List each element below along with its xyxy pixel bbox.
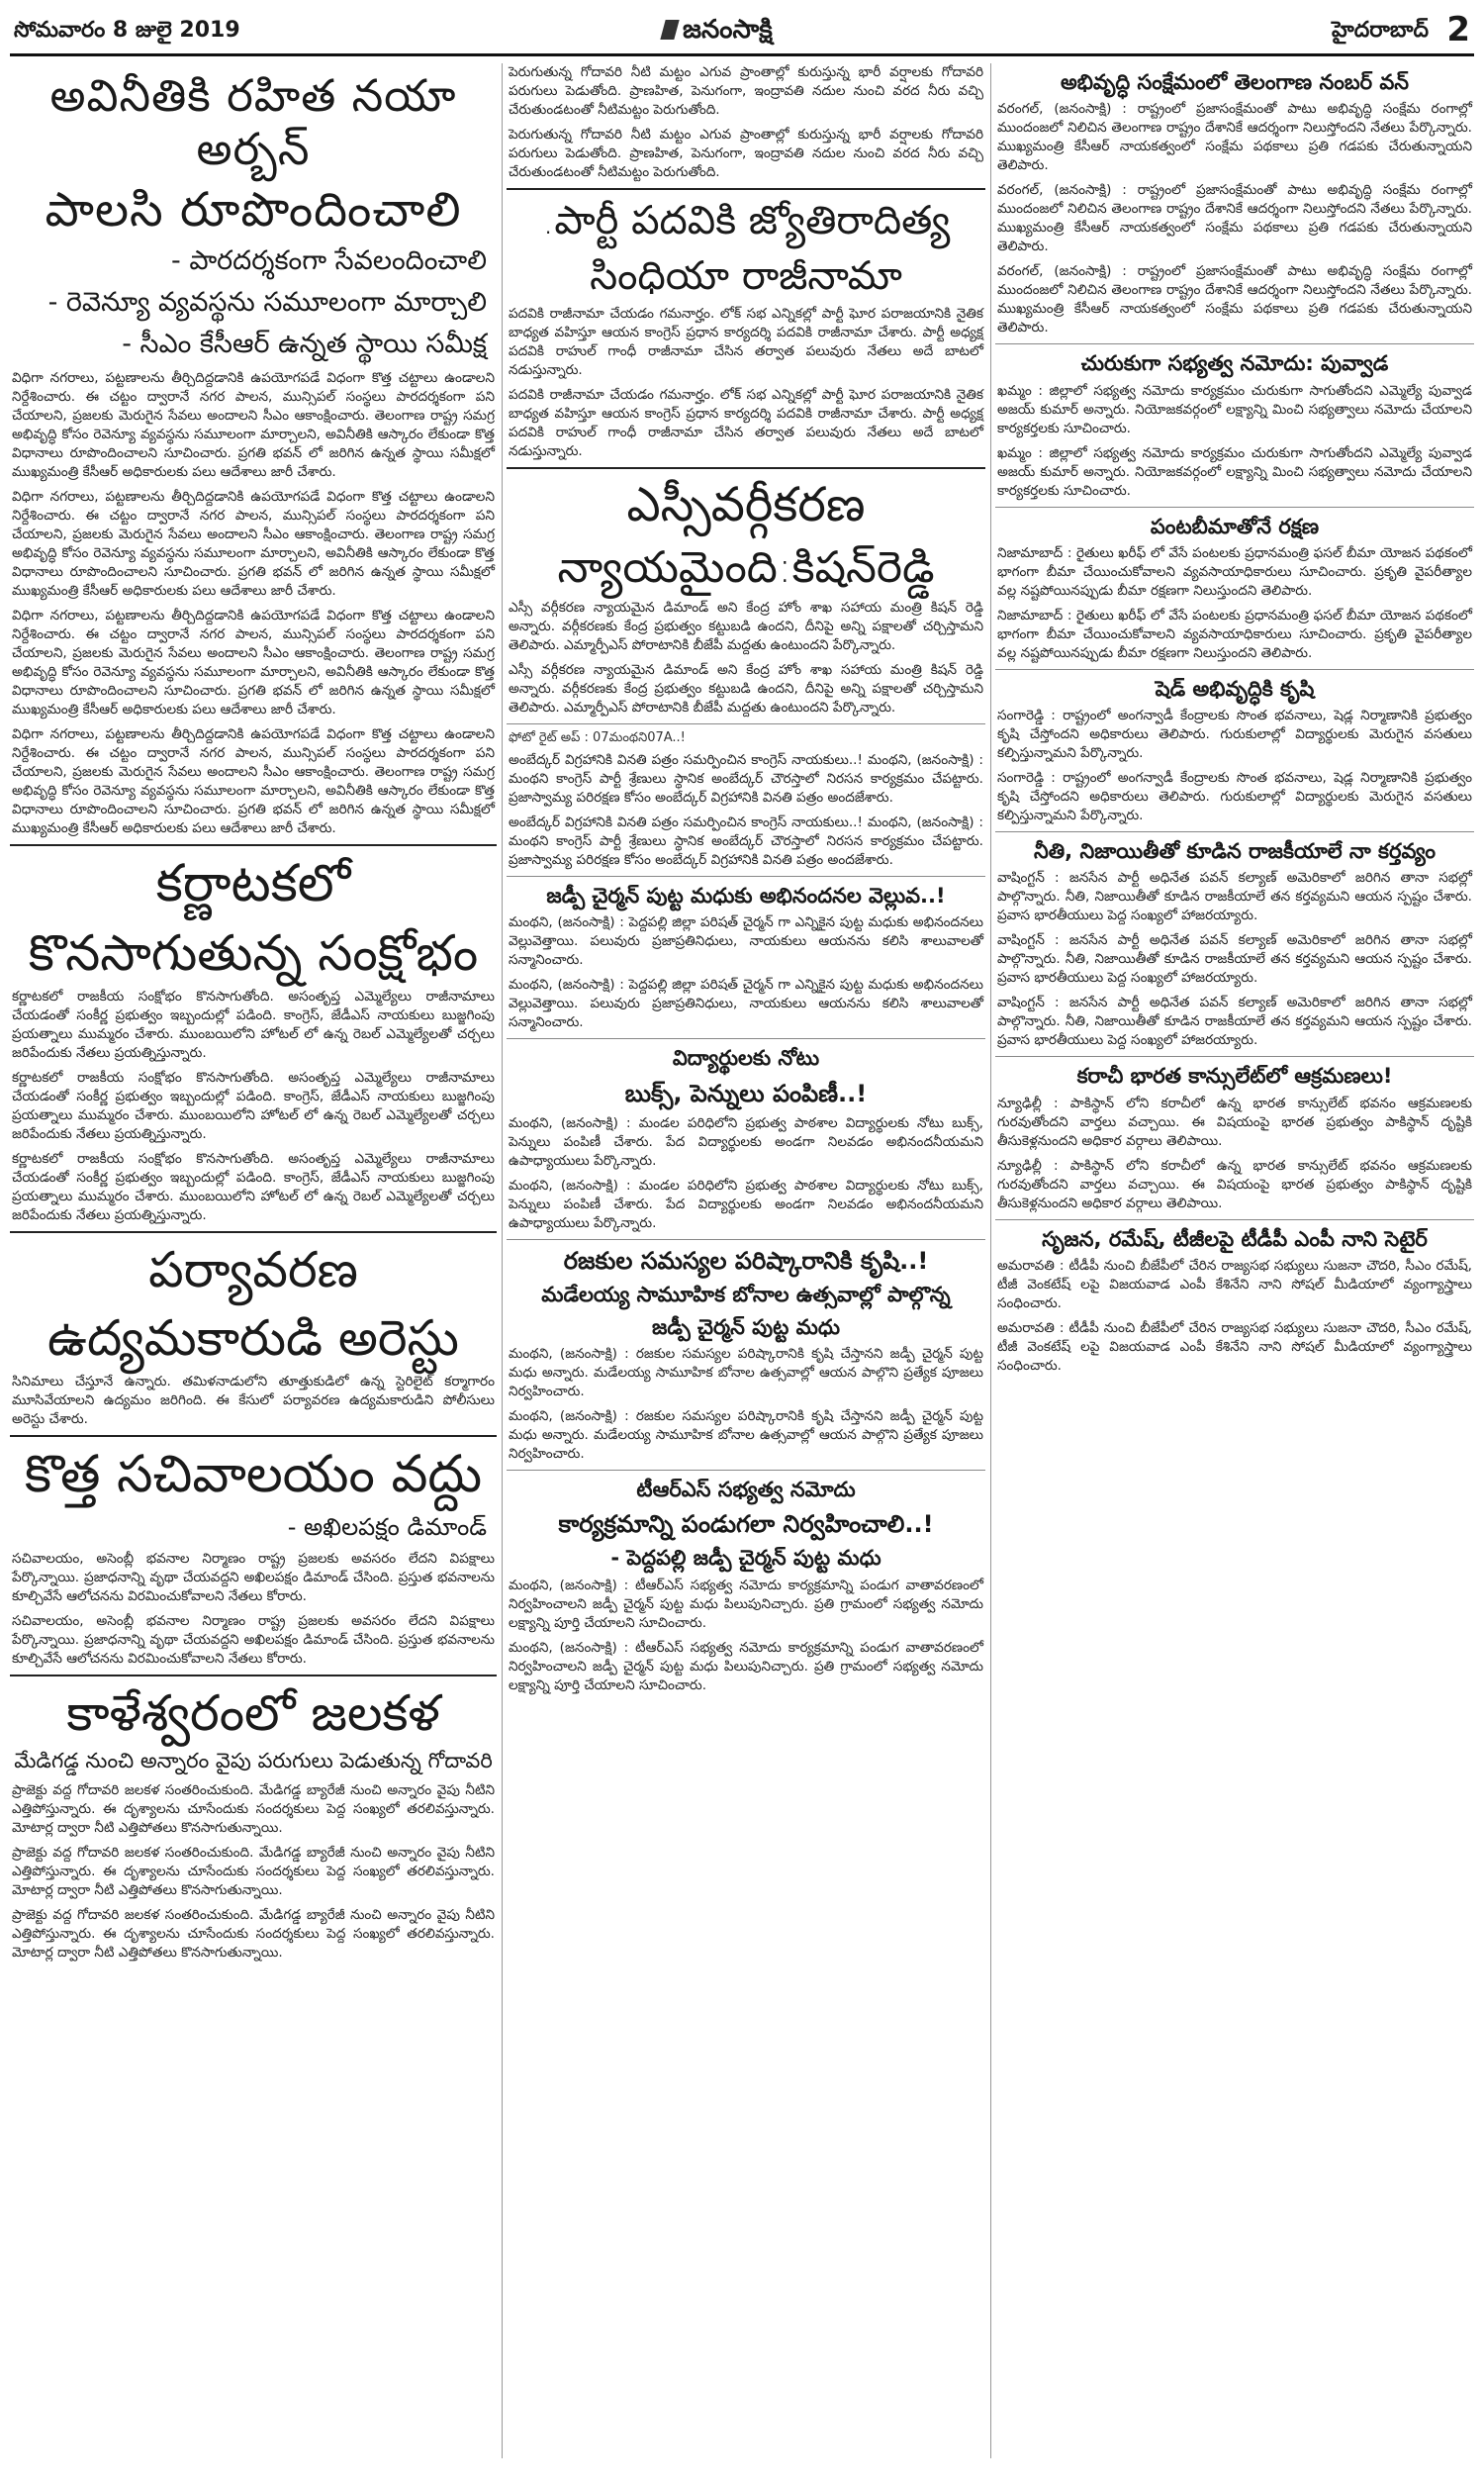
headline: కర్ణాటకలో xyxy=(155,853,351,913)
headline: సింధియా రాజీనామా xyxy=(590,253,902,299)
subheadline: - అఖిలపక్షం డిమాండ్ xyxy=(287,1513,487,1542)
article-body: అంబేద్కర్ విగ్రహానికి వినతి పత్రం సమర్పించిన కాంగ్రెస్ నాయకులు..! మంథని, (జనంసాక్షి) : మంథని కాంగ్రెస్ పార్టీ శ్రేణులు స్థానిక అంబేద్కర్ చౌరస్తాలో నిరసన కార్యక్రమం చేపట్టారు. ప్రజాస్వామ్య పరిరక్షణ కోసం అంబేద్కర్ విగ్రహానికి వినతి పత్రం అందజేశారు. xyxy=(509,752,983,806)
article-karachi xyxy=(995,1063,1474,1212)
divider xyxy=(507,1470,985,1471)
article-shed xyxy=(995,676,1474,825)
article-sc-classification xyxy=(507,475,985,718)
headline: విద్యార్థులకు నోటు xyxy=(672,1046,820,1071)
headline: న్యాయమైంది:కిషన్‌రెడ్డి xyxy=(557,542,935,593)
article-body: కర్ణాటకలో రాజకీయ సంక్షోభం కొనసాగుతోంది. అసంతృప్త ఎమ్మెల్యేలు రాజీనామాలు చేయడంతో సంకీర్ణ ప్రభుత్వం ఇబ్బందుల్లో పడింది. కాంగ్రెస్, జేడీఎస్ నాయకులు బుజ్జగింపు ప్రయత్నాలు ముమ్మరం చేశారు. ముంబయిలోని హోటల్ లో ఉన్న రెబల్ ఎమ్మెల్యేలతో చర్చలు జరిపేందుకు నేతలు ప్రయత్నిస్తున్నారు. xyxy=(12,1151,495,1224)
brand-title xyxy=(663,15,773,50)
divider xyxy=(507,723,985,724)
headline: చురుకుగా సభ్యత్వ నమోదు: పువ్వాడ xyxy=(1080,351,1389,376)
article-body: ప్రాజెక్టు వద్ద గోదావరి జలకళ సంతరించుకుంది. మేడిగడ్డ బ్యారేజీ నుంచి అన్నారం వైపు నీటిని ఎత్తిపోస్తున్నారు. ఈ దృశ్యాలను చూసేందుకు సందర్శకులు పెద్ద సంఖ్యలో తరలివస్తున్నారు. మోటార్ల ద్వారా నీటి ఎత్తిపోతలు కొనసాగుతున్నాయి. xyxy=(12,1906,495,1961)
headline: పాలసి రూపొందించాలి xyxy=(45,182,462,238)
subheadline: - పెద్దపల్లి జడ్పీ చైర్మన్ పుట్ట మధు xyxy=(610,1546,881,1571)
page-number: 2 xyxy=(1446,10,1470,49)
article-kaleshwaram xyxy=(10,1682,497,1962)
article-body: నిజామాబాద్ : రైతులు ఖరీఫ్ లో వేసే పంటలకు ప్రధానమంత్రి ఫసల్ బీమా యోజన పథకంలో భాగంగా బీమా చేయించుకోవాలని వ్యవసాయాధికారులు సూచించారు. ప్రకృతి వైపరీత్యాల వల్ల నష్టపోయినప్పుడు బీమా రక్షణగా నిలుస్తుందని తెలిపారు. xyxy=(997,607,1472,661)
article-body: విధిగా నగరాలు, పట్టణాలను తీర్చిదిద్దడానికి ఉపయోగపడే విధంగా కొత్త చట్టాలు ఉండాలని నిర్దేశించారు. ఈ చట్టం ద్వారానే నగర పాలన, మున్సిపల్ సంస్థలు పారదర్శకంగా పని చేయాలని, ప్రజలకు మెరుగైన సేవలు అందాలని సీఎం ఆకాంక్షించారు. తెలంగాణ రాష్ట్ర సమగ్ర అభివృద్ధి కోసం రెవెన్యూ వ్యవస్థను సమూలంగా మార్చాలని, అవినీతికి ఆస్కారం లేకుండా కొత్త విధానాలు రూపొందించాలని సూచించారు. ప్రగతి భవన్ లో జరిగిన ఉన్నత స్థాయి సమీక్షలో ముఖ్యమంత్రి కేసీఆర్ అధికారులకు పలు ఆదేశాలు జారీ చేశారు. xyxy=(12,369,495,480)
subheadline: - పారదర్శకంగా సేవలందించాలి xyxy=(171,244,487,276)
article-body: అమరావతి : టీడీపీ నుంచి బీజేపీలో చేరిన రాజ్యసభ సభ్యులు సుజనా చౌదరి, సీఎం రమేష్, టీజీ వెంకటేష్ లపై విజయవాడ ఎంపీ కేశినేని నాని సోషల్ మీడియాలో వ్యంగ్యాస్త్రాలు సంధించారు. xyxy=(997,1320,1472,1375)
article-body: న్యూఢిల్లీ : పాకిస్థాన్ లోని కరాచీలో ఉన్న భారత కాన్సులేట్ భవనం ఆక్రమణలకు గురవుతోందని వార్తలు వచ్చాయి. ఈ విషయంపై భారత ప్రభుత్వం పాకిస్థాన్ దృష్టికి తీసుకెళ్లనుందని అధికార వర్గాలు తెలిపాయి. xyxy=(997,1095,1472,1149)
divider xyxy=(507,1038,985,1039)
headline: కరాచీ భారత కాన్సులేట్‌లో ఆక్రమణలు! xyxy=(1076,1064,1393,1089)
article-body: న్యూఢిల్లీ : పాకిస్థాన్ లోని కరాచీలో ఉన్న భారత కాన్సులేట్ భవనం ఆక్రమణలకు గురవుతోందని వార్తలు వచ్చాయి. ఈ విషయంపై భారత ప్రభుత్వం పాకిస్థాన్ దృష్టికి తీసుకెళ్లనుందని అధికార వర్గాలు తెలిపాయి. xyxy=(997,1157,1472,1211)
brand-name: జనంసాక్షి xyxy=(683,15,773,45)
column-divider xyxy=(502,63,503,2458)
divider xyxy=(10,1231,497,1233)
divider xyxy=(10,1675,497,1676)
divider xyxy=(507,467,985,469)
article-ambedkar xyxy=(507,729,985,870)
article-body: మంథని, (జనంసాక్షి) : టీఆర్ఎస్ సభ్యత్వ నమోదు కార్యక్రమాన్ని పండుగ వాతావరణంలో నిర్వహించాలని జడ్పీ చైర్మన్ పుట్ట మధు పిలుపునిచ్చారు. ప్రతి గ్రామంలో సభ్యత్వ నమోదు లక్ష్యాన్ని పూర్తి చేయాలని సూచించారు. xyxy=(509,1639,983,1693)
article-body: సచివాలయం, అసెంబ్లీ భవనాల నిర్మాణం రాష్ట్ర ప్రజలకు అవసరం లేదని విపక్షాలు పేర్కొన్నాయి. ప్రజాధనాన్ని వృథా చేయవద్దని అఖిలపక్షం డిమాండ్ చేసింది. ప్రస్తుత భవనాలను కూల్చివేసే ఆలోచనను విరమించుకోవాలని నేతలు కోరారు. xyxy=(12,1550,495,1604)
headline: రజకుల సమస్యల పరిష్కారానికి కృషి..! xyxy=(563,1246,929,1275)
article-karnataka xyxy=(10,852,497,1226)
headline: .పార్టీ పదవికి జ్యోతిరాదిత్య xyxy=(541,198,951,243)
issue-date: సోమవారం 8 జులై 2019 xyxy=(14,18,240,43)
article-body: మంథని, (జనంసాక్షి) : పెద్దపల్లి జిల్లా పరిషత్ చైర్మన్ గా ఎన్నికైన పుట్ట మధుకు అభినందనలు వెల్లువెత్తాయి. పలువురు ప్రజాప్రతినిధులు, నాయకులు ఆయనను కలిసి శాలువాలతో సన్మానించారు. xyxy=(509,914,983,969)
brand-logo-icon xyxy=(660,20,679,40)
article-body: మంథని, (జనంసాక్షి) : రజకుల సమస్యల పరిష్కారానికి కృషి చేస్తానని జడ్పీ చైర్మన్ పుట్ట మధు అన్నారు. మడేలయ్య సామూహిక బోనాల ఉత్సవాల్లో ఆయన పాల్గొని ప్రత్యేక పూజలు నిర్వహించారు. xyxy=(509,1408,983,1463)
article-urban-policy xyxy=(10,69,497,838)
masthead xyxy=(10,10,1474,56)
article-body: వరంగల్, (జనంసాక్షి) : రాష్ట్రంలో ప్రజాసంక్షేమంతో పాటు అభివృద్ధి సంక్షేమ రంగాల్లో ముందంజలో నిలిచిన తెలంగాణ రాష్ట్రం దేశానికే ఆదర్శంగా నిలుస్తోందని నేతలు పేర్కొన్నారు. ముఖ్యమంత్రి కేసీఆర్ నాయకత్వంలో సంక్షేమ పథకాలు ప్రతి గడపకు చేరుతున్నాయని తెలిపారు. xyxy=(997,101,1472,174)
subheadline: - రెవెన్యూ వ్యవస్థను సమూలంగా మార్చాలి xyxy=(47,287,487,319)
column-middle xyxy=(507,63,985,2458)
divider xyxy=(995,831,1474,832)
article-body: మంథని, (జనంసాక్షి) : మండల పరిధిలోని ప్రభుత్వ పాఠశాల విద్యార్థులకు నోటు బుక్స్, పెన్నులు పంపిణీ చేశారు. పేద విద్యార్థులకు అండగా నిలవడం అభినందనీయమని ఉపాధ్యాయులు పేర్కొన్నారు. xyxy=(509,1114,983,1169)
article-body: కర్ణాటకలో రాజకీయ సంక్షోభం కొనసాగుతోంది. అసంతృప్త ఎమ్మెల్యేలు రాజీనామాలు చేయడంతో సంకీర్ణ ప్రభుత్వం ఇబ్బందుల్లో పడింది. కాంగ్రెస్, జేడీఎస్ నాయకులు బుజ్జగింపు ప్రయత్నాలు ముమ్మరం చేశారు. ముంబయిలోని హోటల్ లో ఉన్న రెబల్ ఎమ్మెల్యేలతో చర్చలు జరిపేందుకు నేతలు ప్రయత్నిస్తున్నారు. xyxy=(12,1070,495,1143)
article-body: ఖమ్మం : జిల్లాలో సభ్యత్వ నమోదు కార్యక్రమం చురుకుగా సాగుతోందని ఎమ్మెల్యే పువ్వాడ అజయ్ కుమార్ అన్నారు. నియోజకవర్గంలో లక్ష్యాన్ని మించి సభ్యత్వాలు నమోదు చేయాలని కార్యకర్తలకు సూచించారు. xyxy=(997,444,1472,499)
headline: జడ్పీ చైర్మన్ పుట్ట మధుకు అభినందనల వెల్లువ..! xyxy=(546,884,946,908)
article-body: వరంగల్, (జనంసాక్షి) : రాష్ట్రంలో ప్రజాసంక్షేమంతో పాటు అభివృద్ధి సంక్షేమ రంగాల్లో ముందంజలో నిలిచిన తెలంగాణ రాష్ట్రం దేశానికే ఆదర్శంగా నిలుస్తోందని నేతలు పేర్కొన్నారు. ముఖ్యమంత్రి కేసీఆర్ నాయకత్వంలో సంక్షేమ పథకాలు ప్రతి గడపకు చేరుతున్నాయని తెలిపారు. xyxy=(997,263,1472,336)
headline: మడేలయ్య సామూహిక బోనాల ఉత్సవాల్లో పాల్గొన్న xyxy=(541,1282,951,1306)
article-body: సినిమాలు చేస్తూనే ఉన్నారు. తమిళనాడులోని తూత్తుకుడిలో ఉన్న స్టెరిలైట్ కర్మాగారం మూసివేయాలని ఉద్యమం జరిగింది. ఈ కేసులో పర్యావరణ ఉద్యమకారుడిని పోలీసులు అరెస్టు చేశారు. xyxy=(12,1374,495,1428)
headline: సృజన, రమేష్, టీజీలపై టీడీపీ ఎంపీ నాని సెటైర్ xyxy=(1042,1226,1428,1251)
headline: అభివృద్ధి సంక్షేమంలో తెలంగాణ నంబర్ వన్ xyxy=(1060,70,1410,94)
article-body: మంథని, (జనంసాక్షి) : రజకుల సమస్యల పరిష్కారానికి కృషి చేస్తానని జడ్పీ చైర్మన్ పుట్ట మధు అన్నారు. మడేలయ్య సామూహిక బోనాల ఉత్సవాల్లో ఆయన పాల్గొని ప్రత్యేక పూజలు నిర్వహించారు. xyxy=(509,1346,983,1400)
article-body: వాషింగ్టన్ : జనసేన పార్టీ అధినేత పవన్ కల్యాణ్ అమెరికాలో జరిగిన తానా సభల్లో పాల్గొన్నారు. నీతి, నిజాయితీతో కూడిన రాజకీయాలే తన కర్తవ్యమని ఆయన స్పష్టం చేశారు. ప్రవాస భారతీయులు పెద్ద సంఖ్యలో హాజరయ్యారు. xyxy=(997,870,1472,924)
headline: పర్యావరణ xyxy=(148,1241,358,1299)
headline: టీఆర్ఎస్ సభ్యత్వ నమోదు xyxy=(636,1478,856,1502)
article-zp-chairman xyxy=(507,883,985,1032)
article-crop-insurance xyxy=(995,514,1474,663)
headline: కాళేశ్వరంలో జలకళ xyxy=(66,1683,440,1742)
article-body: పదవికి రాజీనామా చేయడం గమనార్హం. లోక్ సభ ఎన్నికల్లో పార్టీ ఘోర పరాజయానికి నైతిక బాధ్యత వహిస్తూ ఆయన కాంగ్రెస్ ప్రధాన కార్యదర్శి పదవికి రాజీనామా చేశారు. పార్టీ అధ్యక్ష పదవికి రాహుల్ గాంధీ రాజీనామా చేసిన తర్వాత పలువురు నేతలు అదే బాటలో నడుస్తున్నారు. xyxy=(509,306,983,378)
headline: పంటబీమాతోనే రక్షణ xyxy=(1150,514,1320,538)
divider xyxy=(995,1056,1474,1057)
headline: కొత్త సచివాలయం వద్దు xyxy=(24,1445,483,1505)
article-body: ఎస్సీ వర్గీకరణ న్యాయమైన డిమాండ్ అని కేంద్ర హోం శాఖ సహాయ మంత్రి కిషన్ రెడ్డి అన్నారు. వర్గీకరణకు కేంద్ర ప్రభుత్వం కట్టుబడి ఉందని, దీనిపై అన్ని పక్షాలతో చర్చిస్తామని తెలిపారు. ఎమ్మార్పీఎస్ పోరాటానికి బీజేపీ మద్దతు ఉంటుందని పేర్కొన్నారు. xyxy=(509,662,983,716)
divider xyxy=(507,876,985,877)
article-body: ప్రాజెక్టు వద్ద గోదావరి జలకళ సంతరించుకుంది. మేడిగడ్డ బ్యారేజీ నుంచి అన్నారం వైపు నీటిని ఎత్తిపోస్తున్నారు. ఈ దృశ్యాలను చూసేందుకు సందర్శకులు పెద్ద సంఖ్యలో తరలివస్తున్నారు. మోటార్ల ద్వారా నీటి ఎత్తిపోతలు కొనసాగుతున్నాయి. xyxy=(12,1781,495,1836)
article-development xyxy=(995,69,1474,337)
headline: అవినీతికి రహిత నయా అర్బన్ xyxy=(49,69,457,175)
divider xyxy=(507,1239,985,1240)
headline: షెడ్ అభివృద్ధికి కృషి xyxy=(1155,676,1315,701)
article-body: వాషింగ్టన్ : జనసేన పార్టీ అధినేత పవన్ కల్యాణ్ అమెరికాలో జరిగిన తానా సభల్లో పాల్గొన్నారు. నీతి, నిజాయితీతో కూడిన రాజకీయాలే తన కర్తవ్యమని ఆయన స్పష్టం చేశారు. ప్రవాస భారతీయులు పెద్ద సంఖ్యలో హాజరయ్యారు. xyxy=(997,932,1472,987)
article-body: ఎస్సీ వర్గీకరణ న్యాయమైన డిమాండ్ అని కేంద్ర హోం శాఖ సహాయ మంత్రి కిషన్ రెడ్డి అన్నారు. వర్గీకరణకు కేంద్ర ప్రభుత్వం కట్టుబడి ఉందని, దీనిపై అన్ని పక్షాలతో చర్చిస్తామని తెలిపారు. ఎమ్మార్పీఎస్ పోరాటానికి బీజేపీ మద్దతు ఉంటుందని పేర్కొన్నారు. xyxy=(509,600,983,653)
divider xyxy=(995,343,1474,344)
article-body: మంథని, (జనంసాక్షి) : టీఆర్ఎస్ సభ్యత్వ నమోదు కార్యక్రమాన్ని పండుగ వాతావరణంలో నిర్వహించాలని జడ్పీ చైర్మన్ పుట్ట మధు పిలుపునిచ్చారు. ప్రతి గ్రామంలో సభ్యత్వ నమోదు లక్ష్యాన్ని పూర్తి చేయాలని సూచించారు. xyxy=(509,1577,983,1631)
headline: కార్యక్రమాన్ని పండుగలా నిర్వహించాలి..! xyxy=(558,1510,934,1539)
article-body: పెరుగుతున్న గోదావరి నీటి మట్టం ఎగువ ప్రాంతాల్లో కురుస్తున్న భారీ వర్షాలకు గోదావరి పరుగులు పెడుతోంది. ప్రాణహిత, పెనుగంగా, ఇంద్రావతి నదుల నుంచి వరద నీరు వచ్చి చేరుతుండటంతో నీటిమట్టం పెరుగుతోంది. xyxy=(509,64,983,118)
divider xyxy=(10,844,497,846)
article-body: ఖమ్మం : జిల్లాలో సభ్యత్వ నమోదు కార్యక్రమం చురుకుగా సాగుతోందని ఎమ్మెల్యే పువ్వాడ అజయ్ కుమార్ అన్నారు. నియోజకవర్గంలో లక్ష్యాన్ని మించి సభ్యత్వాలు నమోదు చేయాలని కార్యకర్తలకు సూచించారు. xyxy=(997,382,1472,436)
article-body: ప్రాజెక్టు వద్ద గోదావరి జలకళ సంతరించుకుంది. మేడిగడ్డ బ్యారేజీ నుంచి అన్నారం వైపు నీటిని ఎత్తిపోస్తున్నారు. ఈ దృశ్యాలను చూసేందుకు సందర్శకులు పెద్ద సంఖ్యలో తరలివస్తున్నారు. మోటార్ల ద్వారా నీటి ఎత్తిపోతలు కొనసాగుతున్నాయి. xyxy=(12,1844,495,1898)
subheadline: - సీఎం కేసీఆర్ ఉన్నత స్థాయి సమీక్ష xyxy=(122,329,487,360)
column-left xyxy=(10,63,497,2458)
article-body: వాషింగ్టన్ : జనసేన పార్టీ అధినేత పవన్ కల్యాణ్ అమెరికాలో జరిగిన తానా సభల్లో పాల్గొన్నారు. నీతి, నిజాయితీతో కూడిన రాజకీయాలే తన కర్తవ్యమని ఆయన స్పష్టం చేశారు. ప్రవాస భారతీయులు పెద్ద సంఖ్యలో హాజరయ్యారు. xyxy=(997,995,1472,1049)
article-body: పదవికి రాజీనామా చేయడం గమనార్హం. లోక్ సభ ఎన్నికల్లో పార్టీ ఘోర పరాజయానికి నైతిక బాధ్యత వహిస్తూ ఆయన కాంగ్రెస్ ప్రధాన కార్యదర్శి పదవికి రాజీనామా చేశారు. పార్టీ అధ్యక్ష పదవికి రాహుల్ గాంధీ రాజీనామా చేసిన తర్వాత పలువురు నేతలు అదే బాటలో నడుస్తున్నారు. xyxy=(509,387,983,459)
article-body: నిజామాబాద్ : రైతులు ఖరీఫ్ లో వేసే పంటలకు ప్రధానమంత్రి ఫసల్ బీమా యోజన పథకంలో భాగంగా బీమా చేయించుకోవాలని వ్యవసాయాధికారులు సూచించారు. ప్రకృతి వైపరీత్యాల వల్ల నష్టపోయినప్పుడు బీమా రక్షణగా నిలుస్తుందని తెలిపారు. xyxy=(997,544,1472,599)
article-body: కర్ణాటకలో రాజకీయ సంక్షోభం కొనసాగుతోంది. అసంతృప్త ఎమ్మెల్యేలు రాజీనామాలు చేయడంతో సంకీర్ణ ప్రభుత్వం ఇబ్బందుల్లో పడింది. కాంగ్రెస్, జేడీఎస్ నాయకులు బుజ్జగింపు ప్రయత్నాలు ముమ్మరం చేశారు. ముంబయిలోని హోటల్ లో ఉన్న రెబల్ ఎమ్మెల్యేలతో చర్చలు జరిపేందుకు నేతలు ప్రయత్నిస్తున్నారు. xyxy=(12,989,495,1062)
headline: ఉద్యమకారుడి అరెస్టు xyxy=(47,1308,459,1367)
divider xyxy=(507,188,985,190)
article-body: సంగారెడ్డి : రాష్ట్రంలో అంగన్వాడీ కేంద్రాలకు సొంత భవనాలు, షెడ్ల నిర్మాణానికి ప్రభుత్వం కృషి చేస్తోందని అధికారులు తెలిపారు. గురుకులాల్లో విద్యార్థులకు మెరుగైన వసతులు కల్పిస్తున్నామని పేర్కొన్నారు. xyxy=(997,708,1472,762)
article-body: అంబేద్కర్ విగ్రహానికి వినతి పత్రం సమర్పించిన కాంగ్రెస్ నాయకులు..! మంథని, (జనంసాక్షి) : మంథని కాంగ్రెస్ పార్టీ శ్రేణులు స్థానిక అంబేద్కర్ చౌరస్తాలో నిరసన కార్యక్రమం చేపట్టారు. ప్రజాస్వామ్య పరిరక్షణ కోసం అంబేద్కర్ విగ్రహానికి వినతి పత్రం అందజేశారు. xyxy=(509,814,983,868)
article-rajaka xyxy=(507,1246,985,1465)
article-secretariat xyxy=(10,1443,497,1668)
article-trs-membership xyxy=(507,1477,985,1695)
headline: నీతి, నిజాయితీతో కూడిన రాజకీయాలే నా కర్తవ్యం xyxy=(1034,839,1436,864)
divider xyxy=(995,507,1474,508)
headline: కొనసాగుతున్న సంక్షోభం xyxy=(28,923,479,982)
photo-caption: ఫోటో రైట్ అప్ : 07మంథని07A..! xyxy=(509,730,686,745)
subheadline: మేడిగడ్డ నుంచి అన్నారం వైపు పరుగులు పెడుతున్న గోదావరి xyxy=(14,1749,493,1773)
article-body: అమరావతి : టీడీపీ నుంచి బీజేపీలో చేరిన రాజ్యసభ సభ్యులు సుజనా చౌదరి, సీఎం రమేష్, టీజీ వెంకటేష్ లపై విజయవాడ ఎంపీ కేశినేని నాని సోషల్ మీడియాలో వ్యంగ్యాస్త్రాలు సంధించారు. xyxy=(997,1258,1472,1312)
edition-city: హైదరాబాద్ xyxy=(1332,18,1429,43)
article-puvvada xyxy=(995,350,1474,500)
subheadline: జడ్పీ చైర్మన్ పుట్ట మధు xyxy=(652,1314,840,1339)
article-body: విధిగా నగరాలు, పట్టణాలను తీర్చిదిద్దడానికి ఉపయోగపడే విధంగా కొత్త చట్టాలు ఉండాలని నిర్దేశించారు. ఈ చట్టం ద్వారానే నగర పాలన, మున్సిపల్ సంస్థలు పారదర్శకంగా పని చేయాలని, ప్రజలకు మెరుగైన సేవలు అందాలని సీఎం ఆకాంక్షించారు. తెలంగాణ రాష్ట్ర సమగ్ర అభివృద్ధి కోసం రెవెన్యూ వ్యవస్థను సమూలంగా మార్చాలని, అవినీతికి ఆస్కారం లేకుండా కొత్త విధానాలు రూపొందించాలని సూచించారు. ప్రగతి భవన్ లో జరిగిన ఉన్నత స్థాయి సమీక్షలో ముఖ్యమంత్రి కేసీఆర్ అధికారులకు పలు ఆదేశాలు జారీ చేశారు. xyxy=(12,488,495,599)
divider xyxy=(995,669,1474,670)
article-scindia xyxy=(507,196,985,461)
article-body: వరంగల్, (జనంసాక్షి) : రాష్ట్రంలో ప్రజాసంక్షేమంతో పాటు అభివృద్ధి సంక్షేమ రంగాల్లో ముందంజలో నిలిచిన తెలంగాణ రాష్ట్రం దేశానికే ఆదర్శంగా నిలుస్తోందని నేతలు పేర్కొన్నారు. ముఖ్యమంత్రి కేసీఆర్ నాయకత్వంలో సంక్షేమ పథకాలు ప్రతి గడపకు చేరుతున్నాయని తెలిపారు. xyxy=(997,182,1472,255)
article-body: మంథని, (జనంసాక్షి) : మండల పరిధిలోని ప్రభుత్వ పాఠశాల విద్యార్థులకు నోటు బుక్స్, పెన్నులు పంపిణీ చేశారు. పేద విద్యార్థులకు అండగా నిలవడం అభినందనీయమని ఉపాధ్యాయులు పేర్కొన్నారు. xyxy=(509,1177,983,1231)
article-body: పెరుగుతున్న గోదావరి నీటి మట్టం ఎగువ ప్రాంతాల్లో కురుస్తున్న భారీ వర్షాలకు గోదావరి పరుగులు పెడుతోంది. ప్రాణహిత, పెనుగంగా, ఇంద్రావతి నదుల నుంచి వరద నీరు వచ్చి చేరుతుండటంతో నీటిమట్టం పెరుగుతోంది. xyxy=(509,127,983,180)
article-body: సంగారెడ్డి : రాష్ట్రంలో అంగన్వాడీ కేంద్రాలకు సొంత భవనాలు, షెడ్ల నిర్మాణానికి ప్రభుత్వం కృషి చేస్తోందని అధికారులు తెలిపారు. గురుకులాల్లో విద్యార్థులకు మెరుగైన వసతులు కల్పిస్తున్నామని పేర్కొన్నారు. xyxy=(997,770,1472,824)
article-books xyxy=(507,1045,985,1232)
column-divider xyxy=(990,63,991,2458)
divider xyxy=(995,1219,1474,1220)
headline: ఎస్సీవర్గీకరణ xyxy=(626,477,866,532)
newspaper-page xyxy=(10,10,1474,2458)
article-body: విధిగా నగరాలు, పట్టణాలను తీర్చిదిద్దడానికి ఉపయోగపడే విధంగా కొత్త చట్టాలు ఉండాలని నిర్దేశించారు. ఈ చట్టం ద్వారానే నగర పాలన, మున్సిపల్ సంస్థలు పారదర్శకంగా పని చేయాలని, ప్రజలకు మెరుగైన సేవలు అందాలని సీఎం ఆకాంక్షించారు. తెలంగాణ రాష్ట్ర సమగ్ర అభివృద్ధి కోసం రెవెన్యూ వ్యవస్థను సమూలంగా మార్చాలని, అవినీతికి ఆస్కారం లేకుండా కొత్త విధానాలు రూపొందించాలని సూచించారు. ప్రగతి భవన్ లో జరిగిన ఉన్నత స్థాయి సమీక్షలో ముఖ్యమంత్రి కేసీఆర్ అధికారులకు పలు ఆదేశాలు జారీ చేశారు. xyxy=(12,725,495,836)
column-right xyxy=(995,63,1474,2458)
article-body: మంథని, (జనంసాక్షి) : పెద్దపల్లి జిల్లా పరిషత్ చైర్మన్ గా ఎన్నికైన పుట్ట మధుకు అభినందనలు వెల్లువెత్తాయి. పలువురు ప్రజాప్రతినిధులు, నాయకులు ఆయనను కలిసి శాలువాలతో సన్మానించారు. xyxy=(509,977,983,1031)
article-body: విధిగా నగరాలు, పట్టణాలను తీర్చిదిద్దడానికి ఉపయోగపడే విధంగా కొత్త చట్టాలు ఉండాలని నిర్దేశించారు. ఈ చట్టం ద్వారానే నగర పాలన, మున్సిపల్ సంస్థలు పారదర్శకంగా పని చేయాలని, ప్రజలకు మెరుగైన సేవలు అందాలని సీఎం ఆకాంక్షించారు. తెలంగాణ రాష్ట్ర సమగ్ర అభివృద్ధి కోసం రెవెన్యూ వ్యవస్థను సమూలంగా మార్చాలని, అవినీతికి ఆస్కారం లేకుండా కొత్త విధానాలు రూపొందించాలని సూచించారు. ప్రగతి భవన్ లో జరిగిన ఉన్నత స్థాయి సమీక్షలో ముఖ్యమంత్రి కేసీఆర్ అధికారులకు పలు ఆదేశాలు జారీ చేశారు. xyxy=(12,607,495,718)
article-environment xyxy=(10,1239,497,1429)
article-politics xyxy=(995,838,1474,1050)
headline: బుక్స్, పెన్నులు పంపిణీ..! xyxy=(624,1079,868,1107)
article-body: సచివాలయం, అసెంబ్లీ భవనాల నిర్మాణం రాష్ట్ర ప్రజలకు అవసరం లేదని విపక్షాలు పేర్కొన్నాయి. ప్రజాధనాన్ని వృథా చేయవద్దని అఖిలపక్షం డిమాండ్ చేసింది. ప్రస్తుత భవనాలను కూల్చివేసే ఆలోచనను విరమించుకోవాలని నేతలు కోరారు. xyxy=(12,1612,495,1667)
article-tdp xyxy=(995,1226,1474,1376)
divider xyxy=(10,1435,497,1437)
